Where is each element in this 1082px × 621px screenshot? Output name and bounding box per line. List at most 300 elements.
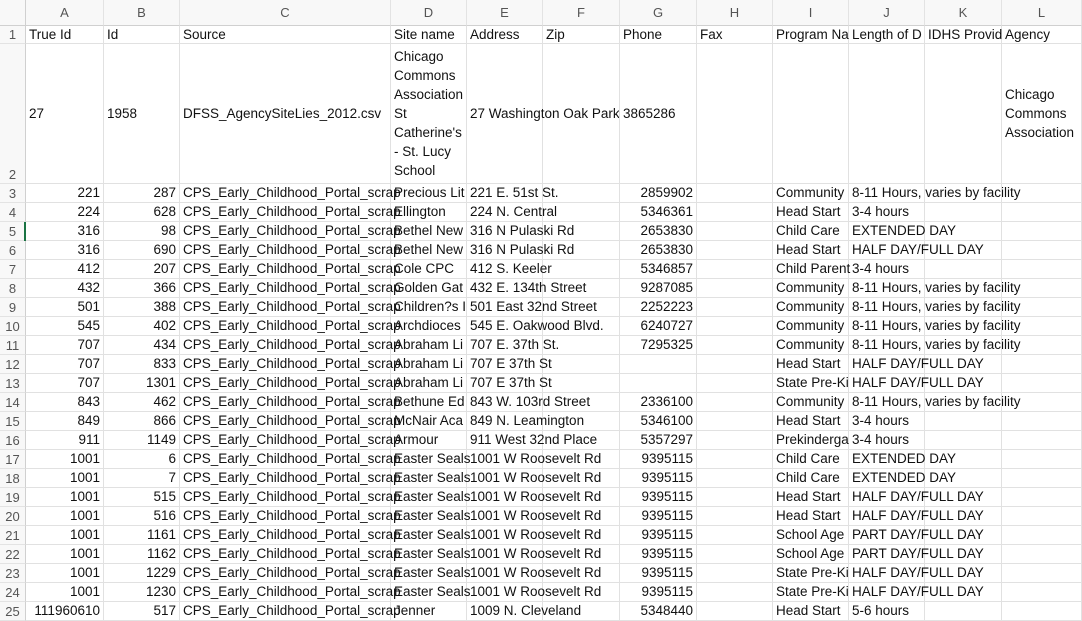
cell-g[interactable]: 5348440 [620, 602, 697, 621]
header-cell-i[interactable]: Program Na [773, 26, 849, 44]
cell-k[interactable] [925, 203, 1002, 222]
header-cell-g[interactable]: Phone [620, 26, 697, 44]
cell-a[interactable]: 849 [26, 412, 104, 431]
cell-e[interactable]: 1001 W Roosevelt Rd [467, 469, 543, 488]
cell-h[interactable] [697, 526, 773, 545]
cell-l[interactable] [1002, 450, 1082, 469]
cell-a[interactable]: 27 [26, 44, 104, 184]
cell-g[interactable]: 9287085 [620, 279, 697, 298]
cell-i[interactable] [773, 44, 849, 184]
cell-k[interactable] [925, 241, 1002, 260]
cell-b[interactable]: 1958 [104, 44, 180, 184]
cell-e[interactable]: 1001 W Roosevelt Rd [467, 450, 543, 469]
cell-f[interactable] [543, 526, 620, 545]
header-cell-h[interactable]: Fax [697, 26, 773, 44]
cell-a[interactable]: 224 [26, 203, 104, 222]
cell-l[interactable] [1002, 336, 1082, 355]
cell-k[interactable] [925, 488, 1002, 507]
cell-d[interactable]: Easter Seals [391, 488, 467, 507]
cell-k[interactable] [925, 374, 1002, 393]
select-all-corner[interactable] [0, 0, 26, 26]
cell-i[interactable]: Child Parent [773, 260, 849, 279]
cell-e[interactable]: 412 S. Keeler [467, 260, 543, 279]
cell-f[interactable] [543, 203, 620, 222]
cell-h[interactable] [697, 431, 773, 450]
cell-g[interactable]: 9395115 [620, 469, 697, 488]
header-cell-j[interactable]: Length of D [849, 26, 925, 44]
cell-l[interactable] [1002, 184, 1082, 203]
column-header-c[interactable]: C [180, 0, 391, 26]
cell-b[interactable]: 207 [104, 260, 180, 279]
cell-h[interactable] [697, 488, 773, 507]
cell-d[interactable]: Easter Seals [391, 507, 467, 526]
cell-a[interactable]: 501 [26, 298, 104, 317]
cell-l[interactable] [1002, 279, 1082, 298]
cell-h[interactable] [697, 564, 773, 583]
cell-b[interactable]: 462 [104, 393, 180, 412]
cell-a[interactable]: 1001 [26, 583, 104, 602]
cell-f[interactable] [543, 469, 620, 488]
cell-d[interactable]: Golden Gat [391, 279, 467, 298]
cell-k[interactable] [925, 450, 1002, 469]
cell-c[interactable]: CPS_Early_Childhood_Portal_scrap [180, 355, 391, 374]
cell-c[interactable]: CPS_Early_Childhood_Portal_scrap [180, 393, 391, 412]
cell-e[interactable]: 707 E. 37th St. [467, 336, 543, 355]
column-header-l[interactable]: L [1002, 0, 1082, 26]
cell-b[interactable]: 1149 [104, 431, 180, 450]
cell-f[interactable] [543, 564, 620, 583]
cell-k[interactable] [925, 298, 1002, 317]
cell-l[interactable] [1002, 203, 1082, 222]
row-header[interactable]: 22 [0, 545, 26, 564]
cell-k[interactable] [925, 44, 1002, 184]
cell-j[interactable]: EXTENDED DAY [849, 222, 925, 241]
cell-h[interactable] [697, 374, 773, 393]
cell-l[interactable] [1002, 526, 1082, 545]
cell-i[interactable]: Head Start [773, 412, 849, 431]
cell-e[interactable]: 1001 W Roosevelt Rd [467, 526, 543, 545]
cell-h[interactable] [697, 44, 773, 184]
cell-l[interactable] [1002, 412, 1082, 431]
cell-e[interactable]: 224 N. Central [467, 203, 543, 222]
cell-f[interactable] [543, 393, 620, 412]
cell-c[interactable]: CPS_Early_Childhood_Portal_scrap [180, 583, 391, 602]
cell-d[interactable]: Easter Seals [391, 545, 467, 564]
cell-g[interactable]: 5346100 [620, 412, 697, 431]
cell-h[interactable] [697, 355, 773, 374]
cell-k[interactable] [925, 431, 1002, 450]
cell-j[interactable]: 8-11 Hours, varies by facility [849, 279, 925, 298]
row-header[interactable]: 4 [0, 203, 26, 222]
row-header[interactable]: 25 [0, 602, 26, 621]
cell-b[interactable]: 287 [104, 184, 180, 203]
cell-g[interactable]: 5346361 [620, 203, 697, 222]
cell-a[interactable]: 432 [26, 279, 104, 298]
cell-i[interactable]: Child Care [773, 450, 849, 469]
cell-j[interactable] [849, 44, 925, 184]
cell-k[interactable] [925, 184, 1002, 203]
row-header[interactable]: 8 [0, 279, 26, 298]
cell-h[interactable] [697, 583, 773, 602]
cell-h[interactable] [697, 222, 773, 241]
cell-e[interactable]: 1001 W Roosevelt Rd [467, 507, 543, 526]
cell-f[interactable] [543, 374, 620, 393]
column-header-a[interactable]: A [26, 0, 104, 26]
cell-k[interactable] [925, 336, 1002, 355]
column-header-g[interactable]: G [620, 0, 697, 26]
cell-h[interactable] [697, 279, 773, 298]
row-header[interactable]: 9 [0, 298, 26, 317]
cell-d[interactable]: Ellington [391, 203, 467, 222]
cell-h[interactable] [697, 469, 773, 488]
cell-d[interactable]: Cole CPC [391, 260, 467, 279]
cell-l[interactable] [1002, 602, 1082, 621]
cell-l[interactable] [1002, 393, 1082, 412]
cell-j[interactable]: EXTENDED DAY [849, 450, 925, 469]
cell-b[interactable]: 517 [104, 602, 180, 621]
cell-b[interactable]: 866 [104, 412, 180, 431]
cell-h[interactable] [697, 260, 773, 279]
cell-c[interactable]: CPS_Early_Childhood_Portal_scrap [180, 602, 391, 621]
cell-c[interactable]: CPS_Early_Childhood_Portal_scrap [180, 488, 391, 507]
cell-i[interactable]: Community [773, 336, 849, 355]
row-header[interactable]: 15 [0, 412, 26, 431]
cell-j[interactable]: HALF DAY/FULL DAY [849, 374, 925, 393]
cell-j[interactable]: 8-11 Hours, varies by facility [849, 184, 925, 203]
cell-k[interactable] [925, 583, 1002, 602]
cell-k[interactable] [925, 355, 1002, 374]
cell-j[interactable]: 3-4 hours [849, 203, 925, 222]
header-cell-b[interactable]: Id [104, 26, 180, 44]
cell-g[interactable]: 9395115 [620, 545, 697, 564]
cell-j[interactable]: HALF DAY/FULL DAY [849, 507, 925, 526]
cell-g[interactable]: 5346857 [620, 260, 697, 279]
cell-d[interactable]: Chicago Commons Association St Catherine's - St. Lucy School [391, 44, 467, 184]
cell-d[interactable]: Easter Seals [391, 469, 467, 488]
cell-f[interactable] [543, 412, 620, 431]
cell-i[interactable]: Head Start [773, 203, 849, 222]
cell-c[interactable]: CPS_Early_Childhood_Portal_scrap [180, 298, 391, 317]
cell-i[interactable]: Community [773, 279, 849, 298]
header-cell-f[interactable]: Zip [543, 26, 620, 44]
cell-g[interactable]: 7295325 [620, 336, 697, 355]
cell-c[interactable]: CPS_Early_Childhood_Portal_scrap [180, 279, 391, 298]
cell-i[interactable]: State Pre-Ki [773, 374, 849, 393]
cell-c[interactable]: CPS_Early_Childhood_Portal_scrap [180, 431, 391, 450]
cell-a[interactable]: 911 [26, 431, 104, 450]
cell-a[interactable]: 1001 [26, 488, 104, 507]
cell-f[interactable] [543, 507, 620, 526]
cell-j[interactable]: 3-4 hours [849, 412, 925, 431]
header-cell-e[interactable]: Address [467, 26, 543, 44]
cell-c[interactable]: CPS_Early_Childhood_Portal_scrap [180, 260, 391, 279]
cell-i[interactable]: Community [773, 317, 849, 336]
cell-c[interactable]: CPS_Early_Childhood_Portal_scrap [180, 203, 391, 222]
cell-b[interactable]: 1230 [104, 583, 180, 602]
cell-i[interactable]: School Age [773, 526, 849, 545]
cell-l[interactable] [1002, 298, 1082, 317]
cell-e[interactable]: 221 E. 51st St. [467, 184, 543, 203]
cell-g[interactable] [620, 374, 697, 393]
cell-i[interactable]: State Pre-Ki [773, 564, 849, 583]
cell-i[interactable]: State Pre-Ki [773, 583, 849, 602]
cell-j[interactable]: 3-4 hours [849, 260, 925, 279]
row-header[interactable]: 13 [0, 374, 26, 393]
cell-a[interactable]: 1001 [26, 450, 104, 469]
cell-j[interactable]: EXTENDED DAY [849, 469, 925, 488]
cell-i[interactable]: Community [773, 298, 849, 317]
row-header[interactable]: 19 [0, 488, 26, 507]
cell-k[interactable] [925, 279, 1002, 298]
row-header[interactable]: 11 [0, 336, 26, 355]
cell-c[interactable]: CPS_Early_Childhood_Portal_scrap [180, 412, 391, 431]
cell-g[interactable]: 9395115 [620, 526, 697, 545]
column-header-i[interactable]: I [773, 0, 849, 26]
row-header[interactable]: 23 [0, 564, 26, 583]
cell-l[interactable] [1002, 507, 1082, 526]
cell-d[interactable]: Jenner [391, 602, 467, 621]
cell-b[interactable]: 1301 [104, 374, 180, 393]
cell-i[interactable]: Head Start [773, 241, 849, 260]
cell-b[interactable]: 434 [104, 336, 180, 355]
column-header-h[interactable]: H [697, 0, 773, 26]
cell-h[interactable] [697, 203, 773, 222]
cell-k[interactable] [925, 317, 1002, 336]
cell-f[interactable] [543, 44, 620, 184]
row-header[interactable]: 12 [0, 355, 26, 374]
cell-g[interactable]: 9395115 [620, 450, 697, 469]
cell-d[interactable]: Abraham Li [391, 355, 467, 374]
cell-a[interactable]: 111960610 [26, 602, 104, 621]
cell-k[interactable] [925, 222, 1002, 241]
row-header[interactable]: 2 [0, 44, 26, 184]
cell-h[interactable] [697, 336, 773, 355]
cell-a[interactable]: 707 [26, 355, 104, 374]
cell-a[interactable]: 221 [26, 184, 104, 203]
cell-g[interactable]: 9395115 [620, 488, 697, 507]
cell-e[interactable]: 707 E 37th St [467, 355, 543, 374]
cell-k[interactable] [925, 393, 1002, 412]
cell-d[interactable]: Bethune Ed [391, 393, 467, 412]
cell-g[interactable]: 2252223 [620, 298, 697, 317]
header-cell-k[interactable]: IDHS Provid [925, 26, 1002, 44]
cell-h[interactable] [697, 507, 773, 526]
cell-d[interactable]: Armour [391, 431, 467, 450]
cell-l[interactable] [1002, 355, 1082, 374]
cell-j[interactable]: HALF DAY/FULL DAY [849, 564, 925, 583]
cell-l[interactable] [1002, 374, 1082, 393]
cell-g[interactable]: 3865286 [620, 44, 697, 184]
row-header[interactable]: 20 [0, 507, 26, 526]
cell-g[interactable]: 2653830 [620, 222, 697, 241]
cell-j[interactable]: 8-11 Hours, varies by facility [849, 336, 925, 355]
cell-c[interactable]: CPS_Early_Childhood_Portal_scrap [180, 374, 391, 393]
row-header[interactable]: 10 [0, 317, 26, 336]
row-header[interactable]: 3 [0, 184, 26, 203]
cell-i[interactable]: Head Start [773, 488, 849, 507]
column-header-d[interactable]: D [391, 0, 467, 26]
cell-j[interactable]: PART DAY/FULL DAY [849, 545, 925, 564]
row-header[interactable]: 24 [0, 583, 26, 602]
cell-c[interactable]: CPS_Early_Childhood_Portal_scrap [180, 564, 391, 583]
cell-h[interactable] [697, 602, 773, 621]
cell-e[interactable]: 849 N. Leamington [467, 412, 543, 431]
cell-k[interactable] [925, 412, 1002, 431]
column-header-e[interactable]: E [467, 0, 543, 26]
cell-d[interactable]: Precious Lit [391, 184, 467, 203]
cell-a[interactable]: 316 [26, 222, 104, 241]
cell-e[interactable]: 545 E. Oakwood Blvd. [467, 317, 543, 336]
row-header[interactable]: 18 [0, 469, 26, 488]
cell-b[interactable]: 833 [104, 355, 180, 374]
cell-e[interactable]: 316 N Pulaski Rd [467, 222, 543, 241]
cell-g[interactable]: 9395115 [620, 583, 697, 602]
cell-h[interactable] [697, 393, 773, 412]
cell-e[interactable]: 707 E 37th St [467, 374, 543, 393]
cell-c[interactable]: CPS_Early_Childhood_Portal_scrap [180, 241, 391, 260]
row-header[interactable]: 1 [0, 26, 26, 44]
cell-d[interactable]: Abraham Li [391, 336, 467, 355]
cell-i[interactable]: Head Start [773, 602, 849, 621]
cell-l[interactable]: Chicago Commons Association [1002, 44, 1082, 184]
cell-i[interactable]: School Age [773, 545, 849, 564]
cell-d[interactable]: Easter Seals [391, 526, 467, 545]
cell-a[interactable]: 707 [26, 336, 104, 355]
cell-e[interactable]: 1009 N. Cleveland [467, 602, 543, 621]
cell-b[interactable]: 628 [104, 203, 180, 222]
cell-e[interactable]: 911 West 32nd Place [467, 431, 543, 450]
cell-d[interactable]: Easter Seals [391, 450, 467, 469]
cell-l[interactable] [1002, 260, 1082, 279]
cell-i[interactable]: Community [773, 393, 849, 412]
cell-g[interactable]: 5357297 [620, 431, 697, 450]
cell-g[interactable]: 2336100 [620, 393, 697, 412]
cell-l[interactable] [1002, 488, 1082, 507]
cell-b[interactable]: 366 [104, 279, 180, 298]
column-header-j[interactable]: J [849, 0, 925, 26]
cell-b[interactable]: 7 [104, 469, 180, 488]
cell-g[interactable]: 2859902 [620, 184, 697, 203]
cell-a[interactable]: 1001 [26, 545, 104, 564]
cell-j[interactable]: 3-4 hours [849, 431, 925, 450]
cell-b[interactable]: 516 [104, 507, 180, 526]
cell-k[interactable] [925, 260, 1002, 279]
cell-a[interactable]: 412 [26, 260, 104, 279]
cell-b[interactable]: 388 [104, 298, 180, 317]
cell-i[interactable]: Community [773, 184, 849, 203]
cell-c[interactable]: CPS_Early_Childhood_Portal_scrap [180, 222, 391, 241]
cell-g[interactable]: 9395115 [620, 507, 697, 526]
row-header[interactable]: 7 [0, 260, 26, 279]
cell-b[interactable]: 6 [104, 450, 180, 469]
cell-f[interactable] [543, 222, 620, 241]
cell-c[interactable]: CPS_Early_Childhood_Portal_scrap [180, 184, 391, 203]
cell-j[interactable]: PART DAY/FULL DAY [849, 526, 925, 545]
cell-b[interactable]: 1229 [104, 564, 180, 583]
cell-h[interactable] [697, 450, 773, 469]
cell-g[interactable]: 9395115 [620, 564, 697, 583]
cell-a[interactable]: 545 [26, 317, 104, 336]
cell-c[interactable]: CPS_Early_Childhood_Portal_scrap [180, 336, 391, 355]
cell-c[interactable]: CPS_Early_Childhood_Portal_scrap [180, 317, 391, 336]
cell-g[interactable]: 6240727 [620, 317, 697, 336]
cell-f[interactable] [543, 431, 620, 450]
header-cell-c[interactable]: Source [180, 26, 391, 44]
cell-b[interactable]: 98 [104, 222, 180, 241]
cell-k[interactable] [925, 545, 1002, 564]
cell-d[interactable]: Archdioces [391, 317, 467, 336]
cell-e[interactable]: 432 E. 134th Street [467, 279, 543, 298]
cell-a[interactable]: 1001 [26, 564, 104, 583]
cell-d[interactable]: Bethel New [391, 241, 467, 260]
cell-f[interactable] [543, 488, 620, 507]
cell-j[interactable]: 5-6 hours [849, 602, 925, 621]
cell-f[interactable] [543, 545, 620, 564]
cell-c[interactable]: CPS_Early_Childhood_Portal_scrap [180, 545, 391, 564]
cell-l[interactable] [1002, 241, 1082, 260]
cell-i[interactable]: Prekinderga [773, 431, 849, 450]
cell-e[interactable]: 501 East 32nd Street [467, 298, 543, 317]
cell-j[interactable]: HALF DAY/FULL DAY [849, 355, 925, 374]
row-header[interactable]: 5 [0, 222, 26, 241]
row-header[interactable]: 6 [0, 241, 26, 260]
cell-h[interactable] [697, 545, 773, 564]
cell-l[interactable] [1002, 564, 1082, 583]
cell-d[interactable]: McNair Aca [391, 412, 467, 431]
cell-j[interactable]: HALF DAY/FULL DAY [849, 488, 925, 507]
row-header[interactable]: 16 [0, 431, 26, 450]
cell-f[interactable] [543, 602, 620, 621]
cell-a[interactable]: 843 [26, 393, 104, 412]
cell-i[interactable]: Head Start [773, 507, 849, 526]
cell-e[interactable]: 1001 W Roosevelt Rd [467, 583, 543, 602]
cell-c[interactable]: CPS_Early_Childhood_Portal_scrap [180, 450, 391, 469]
cell-g[interactable] [620, 355, 697, 374]
cell-b[interactable]: 1162 [104, 545, 180, 564]
header-cell-l[interactable]: Agency [1002, 26, 1082, 44]
cell-f[interactable] [543, 241, 620, 260]
cell-l[interactable] [1002, 222, 1082, 241]
cell-b[interactable]: 515 [104, 488, 180, 507]
cell-i[interactable]: Child Care [773, 469, 849, 488]
cell-f[interactable] [543, 184, 620, 203]
row-header[interactable]: 21 [0, 526, 26, 545]
column-header-k[interactable]: K [925, 0, 1002, 26]
cell-j[interactable]: HALF DAY/FULL DAY [849, 241, 925, 260]
cell-j[interactable]: 8-11 Hours, varies by facility [849, 393, 925, 412]
column-header-b[interactable]: B [104, 0, 180, 26]
cell-a[interactable]: 1001 [26, 507, 104, 526]
cell-f[interactable] [543, 279, 620, 298]
cell-f[interactable] [543, 450, 620, 469]
cell-k[interactable] [925, 564, 1002, 583]
cell-d[interactable]: Abraham Li [391, 374, 467, 393]
cell-b[interactable]: 1161 [104, 526, 180, 545]
cell-j[interactable]: 8-11 Hours, varies by facility [849, 317, 925, 336]
cell-h[interactable] [697, 241, 773, 260]
cell-c[interactable]: CPS_Early_Childhood_Portal_scrap [180, 507, 391, 526]
cell-j[interactable]: 8-11 Hours, varies by facility [849, 298, 925, 317]
cell-a[interactable]: 316 [26, 241, 104, 260]
cell-a[interactable]: 1001 [26, 526, 104, 545]
cell-f[interactable] [543, 317, 620, 336]
cell-k[interactable] [925, 469, 1002, 488]
cell-l[interactable] [1002, 317, 1082, 336]
cell-d[interactable]: Easter Seals [391, 564, 467, 583]
cell-h[interactable] [697, 298, 773, 317]
cell-e[interactable]: 1001 W Roosevelt Rd [467, 564, 543, 583]
cell-d[interactable]: Children?s I [391, 298, 467, 317]
